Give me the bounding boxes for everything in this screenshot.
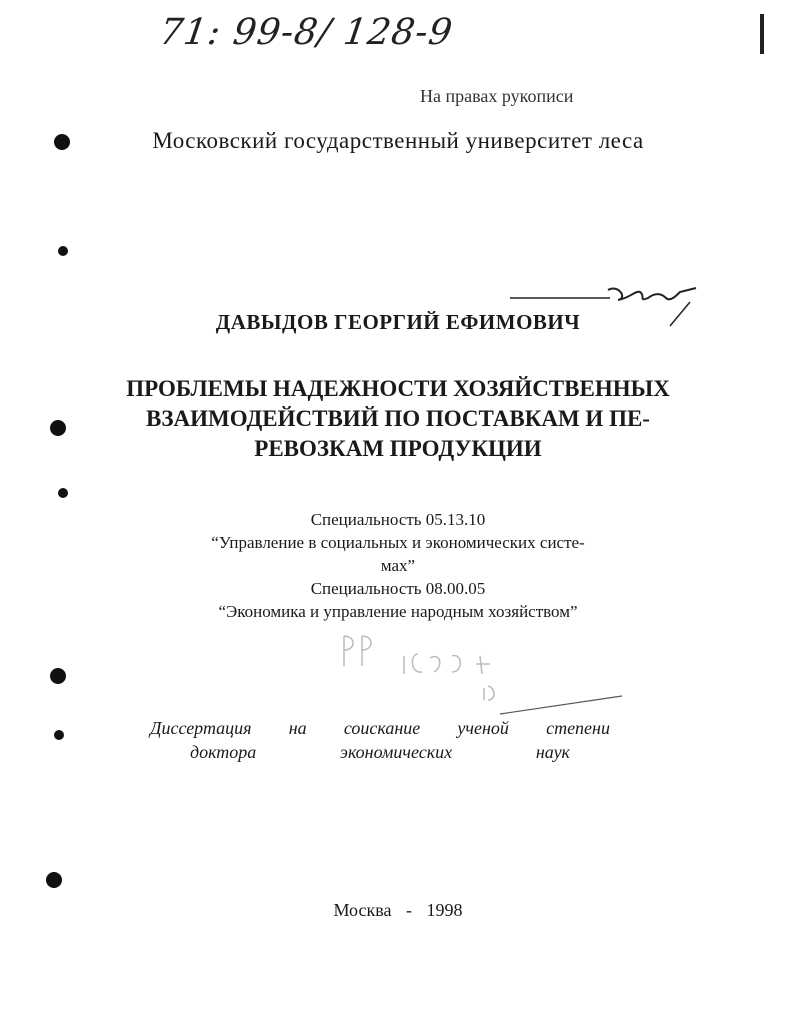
specialty-code: Специальность 08.00.05	[310, 579, 486, 598]
title-line: ВЗАИМОДЕЙСТВИЙ ПО ПОСТАВКАМ И ПЕ-	[146, 406, 650, 431]
manuscript-note: На правах рукописи	[420, 86, 574, 106]
word: соискание	[343, 718, 421, 738]
word: экономических	[340, 742, 453, 762]
separator: -	[406, 900, 412, 920]
word: Диссертация	[150, 718, 252, 738]
university-name: Московский государственный университет леса	[152, 128, 644, 153]
scan-mark	[760, 14, 764, 54]
word: доктора	[190, 742, 257, 762]
author-name: ДАВЫДОВ ГЕОРГИЙ ЕФИМОВИЧ	[215, 310, 581, 334]
degree-statement	[150, 716, 610, 764]
punch-hole	[58, 488, 68, 498]
punch-hole	[50, 668, 66, 684]
word: на	[288, 718, 307, 738]
title-line: РЕВОЗКАМ ПРОДУКЦИИ	[254, 436, 542, 461]
catalog-number: 71: 99-8/ 128-9	[157, 12, 456, 53]
punch-hole	[54, 730, 64, 740]
title-line: ПРОБЛЕМЫ НАДЕЖНОСТИ ХОЗЯЙСТВЕННЫХ	[126, 376, 670, 401]
dissertation-title	[0, 374, 796, 464]
specialty-name: “Экономика и управление народным хозяйством”	[218, 602, 578, 621]
specialties-block	[0, 508, 796, 623]
word: наук	[535, 742, 570, 762]
specialty-name-cont: мах”	[380, 556, 416, 575]
year: 1998	[426, 900, 463, 920]
degree-line	[150, 716, 610, 740]
degree-line	[150, 740, 610, 764]
punch-hole	[58, 246, 68, 256]
specialty-name: “Управление в социальных и экономических систе-	[211, 533, 585, 552]
specialty-code: Специальность 05.13.10	[310, 510, 486, 529]
city: Москва	[333, 900, 392, 920]
word: ученой	[457, 718, 509, 738]
punch-hole	[46, 872, 62, 888]
place-and-year	[0, 900, 796, 921]
word: степени	[546, 718, 610, 738]
